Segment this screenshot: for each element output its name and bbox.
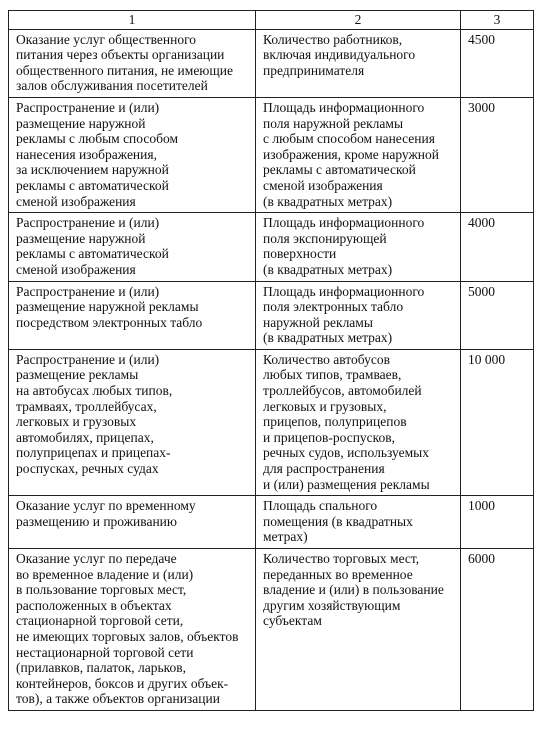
indicator-line: владение и (или) в пользование	[263, 582, 444, 598]
activity-line: легковых и грузовых	[16, 414, 137, 430]
indicator-line: Количество автобусов	[263, 351, 391, 367]
indicator-line: рекламы с автоматической	[263, 162, 416, 178]
rate-value: 4500	[461, 29, 534, 97]
rate-value: 4000	[461, 213, 534, 281]
activity-line: не имеющих торговых залов, объектов	[16, 628, 239, 644]
activity-line: посредством электронных табло	[16, 314, 203, 330]
activity-cell	[9, 29, 256, 97]
indicator-line: изображения, кроме наружной	[263, 146, 439, 162]
indicator-line: Площадь информационного	[263, 99, 425, 115]
activity-line: рекламы с автоматической	[16, 246, 169, 262]
activity-cell	[9, 496, 256, 549]
table-row	[9, 549, 534, 711]
activity-line: размещение наружной рекламы	[16, 299, 199, 315]
indicator-line: легковых и грузовых,	[263, 398, 387, 414]
indicator-line: субъектам	[263, 613, 322, 629]
table-row	[9, 281, 534, 349]
activity-line: общественного питания, не имеющие	[16, 62, 234, 78]
indicator-line: помещения (в квадратных	[263, 513, 413, 529]
activity-line: стационарной торговой сети,	[16, 613, 184, 629]
indicator-line: сменой изображения	[263, 177, 383, 193]
activity-cell	[9, 349, 256, 495]
header-col-3: 3	[461, 11, 534, 30]
activity-line: питания через объекты организации	[16, 47, 225, 63]
indicator-cell	[256, 213, 461, 281]
activity-line: размещению и проживанию	[16, 513, 177, 529]
indicator-line: Количество торговых мест,	[263, 551, 420, 566]
indicator-line: Площадь информационного	[263, 215, 425, 231]
activity-line: Распространение и (или)	[16, 351, 160, 367]
indicator-cell	[256, 349, 461, 495]
indicator-cell	[256, 549, 461, 711]
activity-line: сменой изображения	[16, 261, 136, 277]
activity-line: размещение наружной	[16, 230, 146, 246]
activity-cell	[9, 549, 256, 711]
rate-value: 10 000	[461, 349, 534, 495]
activity-line: трамваях, троллейбусах,	[16, 398, 157, 414]
activity-line: контейнеров, боксов и других объек-	[16, 675, 229, 691]
indicator-line: Количество работников,	[263, 31, 403, 47]
indicator-line: для распространения	[263, 461, 385, 477]
indicator-line: прицепов, полуприцепов	[263, 414, 407, 430]
activity-line: за исключением наружной	[16, 162, 169, 178]
activity-line: залов обслуживания посетителей	[16, 78, 208, 94]
activity-line: Оказание услуг по передаче	[16, 551, 177, 566]
header-col-1: 1	[9, 11, 256, 30]
indicator-line: поверхности	[263, 246, 337, 262]
indicator-line: речных судов, используемых	[263, 445, 429, 461]
indicator-line: другим хозяйствующим	[263, 597, 401, 613]
indicator-line: (в квадратных метрах)	[263, 193, 393, 209]
indicator-line: поля экспонирующей	[263, 230, 387, 246]
indicator-cell	[256, 281, 461, 349]
rate-value: 6000	[461, 549, 534, 711]
activity-line: полуприцепах и прицепах-	[16, 445, 171, 461]
activity-line: Оказание услуг по временному	[16, 498, 196, 514]
indicator-line: метрах)	[263, 529, 308, 545]
activity-cell	[9, 281, 256, 349]
indicator-line: и прицепов-роспусков,	[263, 429, 396, 445]
activity-line: рекламы с автоматической	[16, 177, 169, 193]
table-row	[9, 29, 534, 97]
activity-line: (прилавков, палаток, ларьков,	[16, 660, 187, 676]
indicator-line: переданных во временное	[263, 566, 413, 582]
table-row	[9, 496, 534, 549]
indicator-line: троллейбусов, автомобилей	[263, 383, 422, 399]
activity-line: расположенных в объектах	[16, 597, 172, 613]
indicator-line: поля электронных табло	[263, 299, 404, 315]
activity-cell	[9, 97, 256, 212]
header-col-2: 2	[256, 11, 461, 30]
header-row	[9, 11, 534, 30]
activity-line: роспусках, речных судах	[16, 461, 159, 477]
activity-line: на автобусах любых типов,	[16, 383, 173, 399]
indicator-line: и (или) размещения рекламы	[263, 476, 430, 492]
tax-rates-table	[8, 10, 534, 711]
table-row	[9, 97, 534, 212]
activity-line: Распространение и (или)	[16, 215, 160, 231]
activity-line: нестационарной торговой сети	[16, 644, 194, 660]
activity-line: рекламы с любым способом	[16, 131, 179, 147]
indicator-line: наружной рекламы	[263, 314, 373, 330]
rate-value: 5000	[461, 281, 534, 349]
activity-cell	[9, 213, 256, 281]
activity-line: нанесения изображения,	[16, 146, 157, 162]
indicator-cell	[256, 496, 461, 549]
activity-line: автомобилях, прицепах,	[16, 429, 154, 445]
activity-line: Распространение и (или)	[16, 99, 160, 115]
rate-value: 3000	[461, 97, 534, 212]
activity-line: в пользование торговых мест,	[16, 582, 187, 598]
table-row	[9, 213, 534, 281]
indicator-line: (в квадратных метрах)	[263, 261, 393, 277]
rate-value: 1000	[461, 496, 534, 549]
indicator-line: любых типов, трамваев,	[263, 367, 402, 383]
activity-line: тов), а также объектов организации	[16, 691, 220, 707]
indicator-line: включая индивидуального	[263, 47, 416, 63]
indicator-line: поля наружной рекламы	[263, 115, 404, 131]
indicator-line: Площадь информационного	[263, 283, 425, 299]
indicator-line: предпринимателя	[263, 62, 365, 78]
activity-line: Оказание услуг общественного	[16, 31, 197, 47]
activity-line: размещение наружной	[16, 115, 146, 131]
indicator-line: с любым способом нанесения	[263, 131, 435, 147]
activity-line: размещение рекламы	[16, 367, 139, 383]
indicator-line: Площадь спального	[263, 498, 378, 514]
indicator-cell	[256, 97, 461, 212]
activity-line: Распространение и (или)	[16, 283, 160, 299]
indicator-cell	[256, 29, 461, 97]
table-row	[9, 349, 534, 495]
activity-line: во временное владение и (или)	[16, 566, 194, 582]
indicator-line: (в квадратных метрах)	[263, 330, 393, 346]
activity-line: сменой изображения	[16, 193, 136, 209]
